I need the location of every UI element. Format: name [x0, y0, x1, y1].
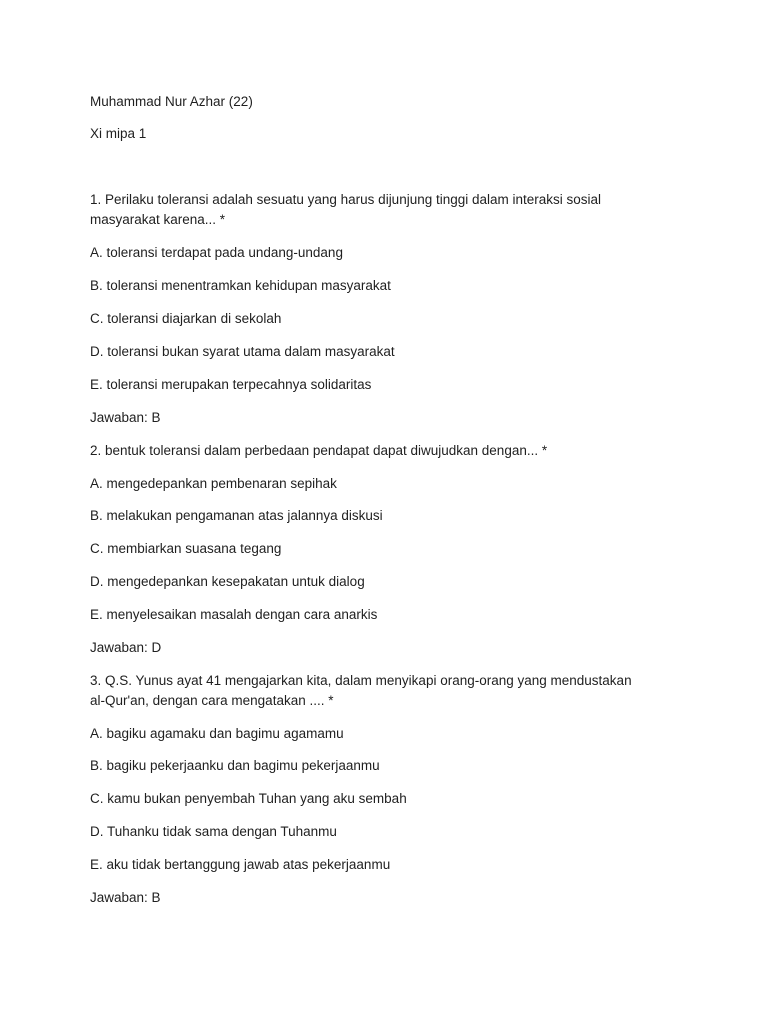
question-1-option-e: E. toleransi merupakan terpecahnya solidaritas [90, 377, 372, 392]
question-2-option-d: D. mengedepankan kesepakatan untuk dialog [90, 574, 365, 589]
student-name: Muhammad Nur Azhar (22) [90, 94, 253, 109]
question-3-answer: Jawaban: B [90, 890, 161, 905]
question-3-option-b: B. bagiku pekerjaanku dan bagimu pekerjaanmu [90, 758, 380, 773]
question-1-answer: Jawaban: B [90, 410, 161, 425]
question-1-text: 1. Perilaku toleransi adalah sesuatu yang harus dijunjung tinggi dalam interaksi sosial masyarakat karena... * [90, 192, 602, 227]
question-2-option-e: E. menyelesaikan masalah dengan cara anarkis [90, 607, 378, 622]
question-1-option-b: B. toleransi menentramkan kehidupan masyarakat [90, 278, 391, 293]
question-3-option-a: A. bagiku agamaku dan bagimu agamamu [90, 726, 344, 741]
question-3-text: 3. Q.S. Yunus ayat 41 mengajarkan kita, dalam menyikapi orang-orang yang mendustakan al-Qur'an, dengan cara mengatakan .... * [90, 673, 632, 708]
question-2-option-b: B. melakukan pengamanan atas jalannya diskusi [90, 508, 383, 523]
question-1-option-c: C. toleransi diajarkan di sekolah [90, 311, 282, 326]
question-2-answer: Jawaban: D [90, 640, 162, 655]
question-1-option-a: A. toleransi terdapat pada undang-undang [90, 245, 343, 260]
question-3-option-d: D. Tuhanku tidak sama dengan Tuhanmu [90, 824, 337, 839]
question-3-option-c: C. kamu bukan penyembah Tuhan yang aku sembah [90, 791, 407, 806]
question-2-option-a: A. mengedepankan pembenaran sepihak [90, 476, 337, 491]
student-class: Xi mipa 1 [90, 126, 147, 141]
question-2-option-c: C. membiarkan suasana tegang [90, 541, 282, 556]
question-3-option-e: E. aku tidak bertanggung jawab atas pekerjaanmu [90, 857, 391, 872]
question-2-text: 2. bentuk toleransi dalam perbedaan pendapat dapat diwujudkan dengan... * [90, 443, 548, 458]
question-1-option-d: D. toleransi bukan syarat utama dalam masyarakat [90, 344, 395, 359]
